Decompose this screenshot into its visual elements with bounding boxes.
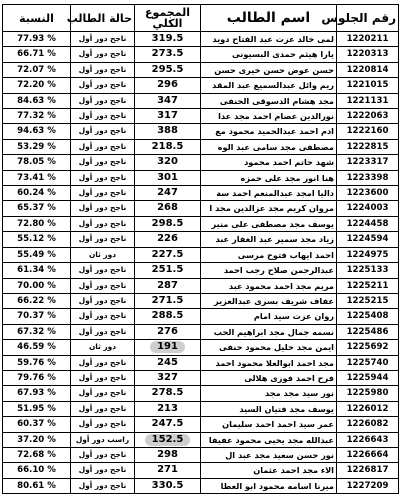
header-percent: النسبة [3, 5, 71, 32]
status-cell: ناجح دور أول [71, 278, 135, 293]
percent-cell: 55.49 % [3, 247, 71, 262]
total-cell: 330.5 [135, 478, 201, 493]
student-name-cell: ميرنا اسامه محمود ابو العطا [201, 478, 337, 493]
percent-cell: 37.20 % [3, 432, 71, 447]
student-name-cell: الاء مجد احمد عثمان [201, 463, 337, 478]
percent-cell: 55.12 % [3, 232, 71, 247]
status-cell: ناجح دور أول [71, 309, 135, 324]
table-row [3, 201, 399, 216]
student-name-cell: احمد ايهاب فتوح مرسى [201, 247, 337, 262]
table-row [3, 155, 399, 170]
percent-cell: 53.29 % [3, 139, 71, 154]
status-cell: ناجح دور أول [71, 263, 135, 278]
percent-cell: 60.24 % [3, 186, 71, 201]
status-cell: ناجح دور أول [71, 155, 135, 170]
seat-number-cell: 1222815 [337, 139, 399, 154]
table-row [3, 263, 399, 278]
table-row [3, 186, 399, 201]
total-highlight: 152.5 [145, 434, 191, 446]
percent-cell: 60.37 % [3, 417, 71, 432]
percent-cell: 67.93 % [3, 386, 71, 401]
table-row [3, 355, 399, 370]
seat-number-cell: 1224003 [337, 201, 399, 216]
status-cell: ناجح دور أول [71, 47, 135, 62]
percent-cell: 72.07 % [3, 62, 71, 77]
total-cell: 327 [135, 370, 201, 385]
total-cell: 320 [135, 155, 201, 170]
status-cell: ناجح دور أول [71, 370, 135, 385]
percent-cell: 72.80 % [3, 216, 71, 231]
table-row [3, 370, 399, 385]
student-name-cell: هنا انور مجد على حمزه [201, 170, 337, 185]
seat-number-cell: 1225408 [337, 309, 399, 324]
seat-number-cell: 1226817 [337, 463, 399, 478]
status-cell: ناجح دور أول [71, 324, 135, 339]
status-cell: ناجح دور أول [71, 478, 135, 493]
total-cell: 251.5 [135, 263, 201, 278]
header-status: حالة الطالب [71, 5, 135, 32]
seat-number-cell: 1226012 [337, 401, 399, 416]
status-cell: ناجح دور أول [71, 124, 135, 139]
seat-number-cell: 1225133 [337, 263, 399, 278]
status-cell: ناجح دور أول [71, 32, 135, 47]
percent-cell: 65.37 % [3, 201, 71, 216]
seat-number-cell: 1225740 [337, 355, 399, 370]
seat-number-cell: 1222063 [337, 109, 399, 124]
student-name-cell: عمر سيد احمد احمد سليمان [201, 417, 337, 432]
table-body [3, 32, 399, 494]
seat-number-cell: 1225215 [337, 293, 399, 308]
status-cell: ناجح دور أول [71, 62, 135, 77]
total-cell: 273.5 [135, 47, 201, 62]
status-cell: ناجح دور أول [71, 463, 135, 478]
header-student-name: اسم الطالب [201, 5, 337, 32]
student-name-cell: مصطفى مجد سامى عبد الوه [201, 139, 337, 154]
table-row [3, 216, 399, 231]
seat-number-cell: 1223600 [337, 186, 399, 201]
total-cell: 247.5 [135, 417, 201, 432]
total-cell: 317 [135, 109, 201, 124]
total-cell: 245 [135, 355, 201, 370]
table-row [3, 463, 399, 478]
student-name-cell: حسن عوض حسن خيرى حسن [201, 62, 337, 77]
percent-cell: 94.63 % [3, 124, 71, 139]
table-row [3, 170, 399, 185]
total-cell: 213 [135, 401, 201, 416]
seat-number-cell: 1225944 [337, 370, 399, 385]
student-name-cell: مجد هشام الدسوقى الحنفى [201, 93, 337, 108]
table-row [3, 232, 399, 247]
status-cell: راسب دور أول [71, 432, 135, 447]
percent-cell: 72.68 % [3, 447, 71, 462]
total-cell: 247 [135, 186, 201, 201]
table-row [3, 47, 399, 62]
percent-cell: 79.76 % [3, 370, 71, 385]
total-cell: 227.5 [135, 247, 201, 262]
table-row [3, 447, 399, 462]
percent-cell: 84.63 % [3, 93, 71, 108]
total-cell: 271.5 [135, 293, 201, 308]
seat-number-cell: 1224594 [337, 232, 399, 247]
status-cell: ناجح دور أول [71, 232, 135, 247]
percent-cell: 66.10 % [3, 463, 71, 478]
student-name-cell: نورالدين عصام احمد مجد عدا [201, 109, 337, 124]
seat-number-cell: 1223398 [337, 170, 399, 185]
table-row [3, 340, 399, 355]
table-row [3, 401, 399, 416]
status-cell: ناجح دور أول [71, 201, 135, 216]
table-row [3, 324, 399, 339]
student-name-cell: داليا امجد عبدالمنعم احمد سة [201, 186, 337, 201]
total-cell: 218.5 [135, 139, 201, 154]
seat-number-cell: 1225692 [337, 340, 399, 355]
status-cell: ناجح دور أول [71, 355, 135, 370]
table-row [3, 309, 399, 324]
table-row [3, 139, 399, 154]
total-cell: 319.5 [135, 32, 201, 47]
total-cell: 295.5 [135, 62, 201, 77]
student-name-cell: يوسف مجد مصطفى على منير [201, 216, 337, 231]
student-name-cell: عبدالرحمن صلاح رجب احمد [201, 263, 337, 278]
total-cell: 268 [135, 201, 201, 216]
total-cell: 301 [135, 170, 201, 185]
student-name-cell: شهد حاتم احمد محمود [201, 155, 337, 170]
percent-cell: 70.00 % [3, 278, 71, 293]
student-name-cell: فرح احمد فوزى هلالى [201, 370, 337, 385]
student-name-cell: لمى خالد عزت عبد الفتاح دويد [201, 32, 337, 47]
total-cell: 298.5 [135, 216, 201, 231]
seat-number-cell: 1220211 [337, 32, 399, 47]
header-total-line2: الكلي [152, 17, 183, 30]
percent-cell: 51.95 % [3, 401, 71, 416]
student-name-cell: مريم مجد احمد محمود عبد [201, 278, 337, 293]
status-cell: دور ثان [71, 247, 135, 262]
results-sheet [2, 4, 398, 494]
table-row [3, 417, 399, 432]
status-cell: ناجح دور أول [71, 139, 135, 154]
status-cell: ناجح دور أول [71, 447, 135, 462]
seat-number-cell: 1226643 [337, 432, 399, 447]
percent-cell: 77.32 % [3, 109, 71, 124]
seat-number-cell: 1220814 [337, 62, 399, 77]
total-cell: 287 [135, 278, 201, 293]
table-row [3, 293, 399, 308]
student-name-cell: زياد مجد سمير عبد الغفار عبد [201, 232, 337, 247]
percent-cell: 72.20 % [3, 78, 71, 93]
student-name-cell: مجد احمد ابوالعلا محمود احمد [201, 355, 337, 370]
seat-number-cell: 1220313 [337, 47, 399, 62]
seat-number-cell: 1221131 [337, 93, 399, 108]
seat-number-cell: 1225211 [337, 278, 399, 293]
percent-cell: 73.41 % [3, 170, 71, 185]
student-name-cell: ايمن مجد حليل محمود حنفى [201, 340, 337, 355]
table-row [3, 432, 399, 447]
student-name-cell: مروان كريم مجد عزالدين مجد ا [201, 201, 337, 216]
status-cell: ناجح دور أول [71, 293, 135, 308]
seat-number-cell: 1226082 [337, 417, 399, 432]
header-total-line1: المجموع [145, 6, 190, 19]
results-table [2, 4, 399, 494]
total-cell: 278.5 [135, 386, 201, 401]
header-seat-number: رقم الجلوس [337, 5, 399, 32]
seat-number-cell: 1226664 [337, 447, 399, 462]
total-cell [135, 432, 201, 447]
total-cell: 298 [135, 447, 201, 462]
total-highlight: 191 [150, 341, 185, 353]
total-cell: 226 [135, 232, 201, 247]
header-total [135, 5, 201, 32]
percent-cell: 80.61 % [3, 478, 71, 493]
seat-number-cell: 1221015 [337, 78, 399, 93]
status-cell: ناجح دور أول [71, 386, 135, 401]
student-name-cell: ريم وائل عبدالسميع عبد المقد [201, 78, 337, 93]
percent-cell: 46.59 % [3, 340, 71, 355]
student-name-cell: يارا هيثم حمدى البسيونى [201, 47, 337, 62]
percent-cell: 67.32 % [3, 324, 71, 339]
total-cell [135, 340, 201, 355]
total-cell: 271 [135, 463, 201, 478]
student-name-cell: نور سيد مجد مجد [201, 386, 337, 401]
status-cell: ناجح دور أول [71, 216, 135, 231]
total-cell: 388 [135, 124, 201, 139]
seat-number-cell: 1224458 [337, 216, 399, 231]
percent-cell: 66.22 % [3, 293, 71, 308]
table-row [3, 78, 399, 93]
status-cell: ناجح دور أول [71, 170, 135, 185]
status-cell: ناجح دور أول [71, 78, 135, 93]
status-cell: ناجح دور أول [71, 417, 135, 432]
student-name-cell: يوسف مجد فتيان السيد [201, 401, 337, 416]
seat-number-cell: 1227209 [337, 478, 399, 493]
table-row [3, 278, 399, 293]
percent-cell: 66.71 % [3, 47, 71, 62]
student-name-cell: عبدالله مجد يحيى محمود عفيفا [201, 432, 337, 447]
table-row [3, 93, 399, 108]
status-cell: ناجح دور أول [71, 401, 135, 416]
status-cell: ناجح دور أول [71, 186, 135, 201]
table-row [3, 124, 399, 139]
student-name-cell: نور حسن سعيد مجد عبد ال [201, 447, 337, 462]
percent-cell: 77.93 % [3, 32, 71, 47]
seat-number-cell: 1223317 [337, 155, 399, 170]
percent-cell: 59.76 % [3, 355, 71, 370]
total-cell: 347 [135, 93, 201, 108]
table-row [3, 247, 399, 262]
total-cell: 288.5 [135, 309, 201, 324]
seat-number-cell: 1222160 [337, 124, 399, 139]
percent-cell: 70.37 % [3, 309, 71, 324]
table-header [3, 5, 399, 32]
seat-number-cell: 1225486 [337, 324, 399, 339]
status-cell: دور ثان [71, 340, 135, 355]
table-row [3, 32, 399, 47]
total-cell: 296 [135, 78, 201, 93]
table-row [3, 386, 399, 401]
percent-cell: 61.34 % [3, 263, 71, 278]
seat-number-cell: 1225980 [337, 386, 399, 401]
table-row [3, 62, 399, 77]
seat-number-cell: 1224975 [337, 247, 399, 262]
student-name-cell: عفاف شريف بسرى عبدالعزيز [201, 293, 337, 308]
student-name-cell: نسمه جمال مجد ابراهيم الحب [201, 324, 337, 339]
percent-cell: 78.05 % [3, 155, 71, 170]
student-name-cell: ادم احمد عبدالحميد محمود مع [201, 124, 337, 139]
status-cell: ناجح دور أول [71, 93, 135, 108]
table-row [3, 478, 399, 493]
table-row [3, 109, 399, 124]
total-cell: 276 [135, 324, 201, 339]
student-name-cell: روان عزت سيد امام [201, 309, 337, 324]
status-cell: ناجح دور أول [71, 109, 135, 124]
